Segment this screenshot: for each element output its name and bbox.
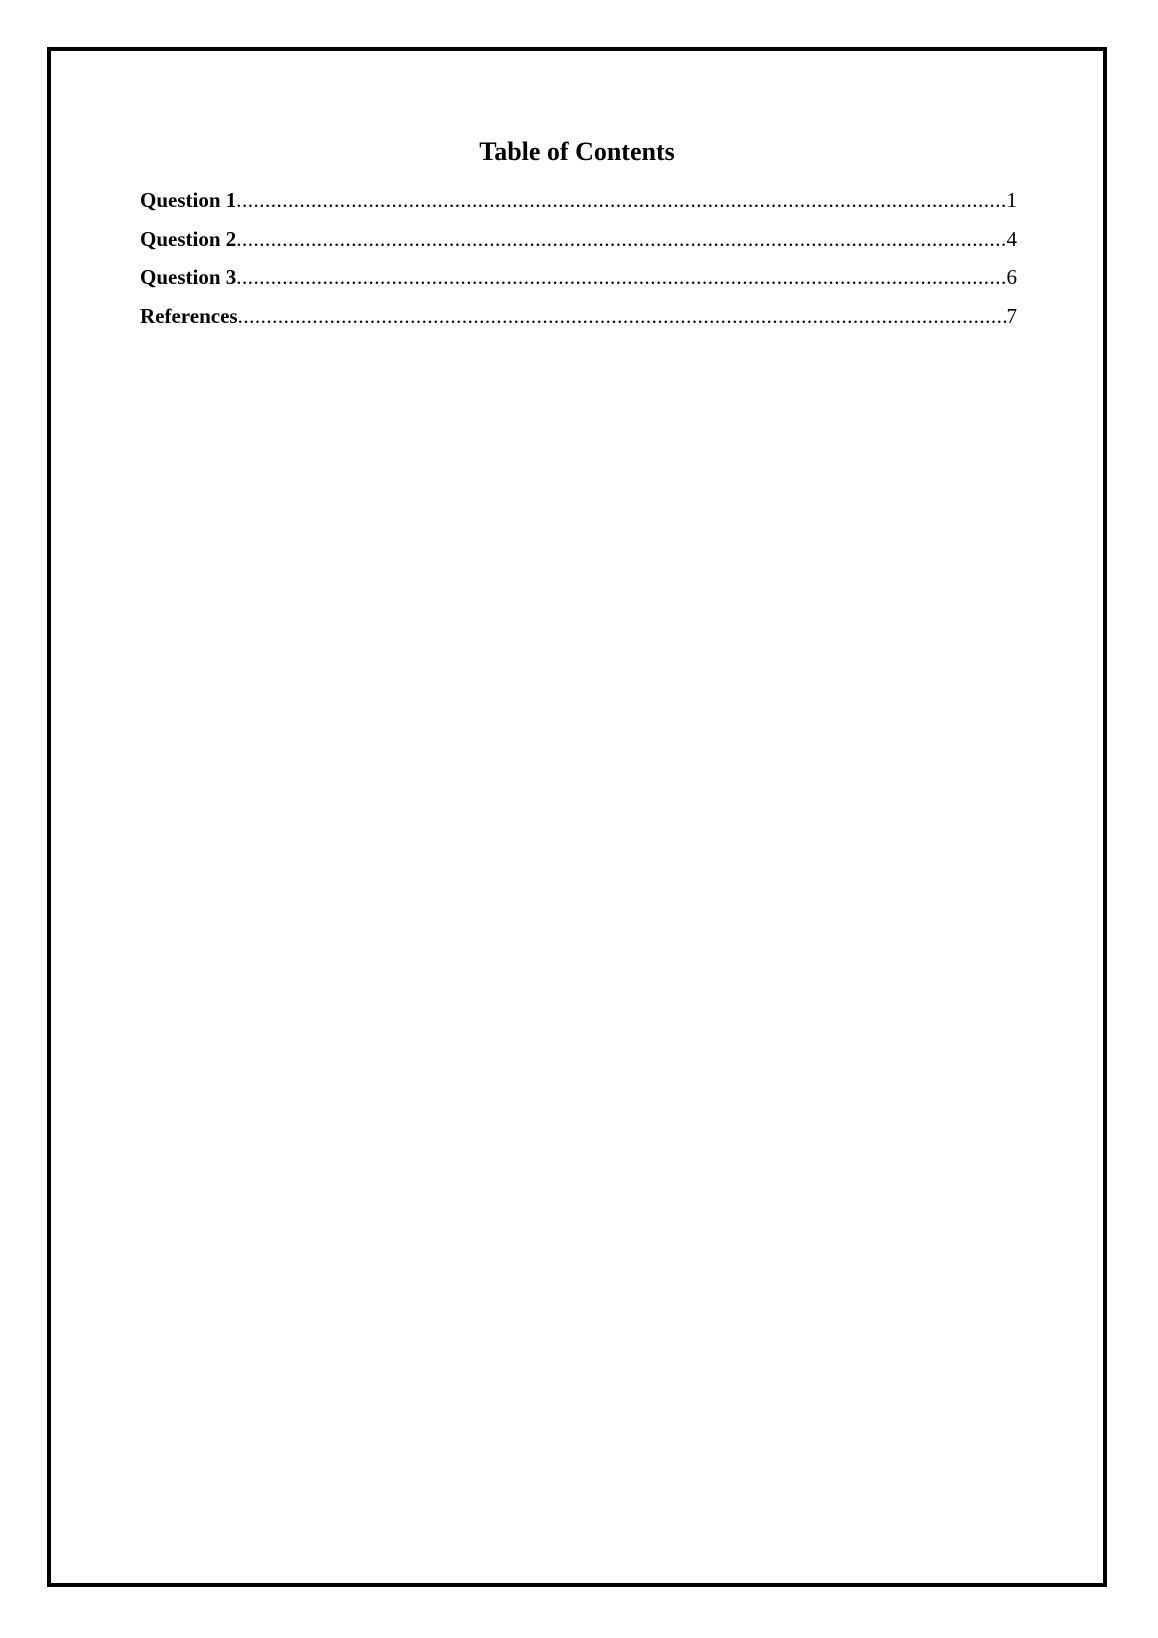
toc-entry-question-1[interactable]: [140, 186, 1017, 225]
toc-entry-label: Question 2: [140, 226, 237, 251]
toc-entry-label: Question 1: [140, 188, 237, 212]
toc-entry-question-2[interactable]: [140, 225, 1017, 264]
toc-entry-page: 7: [1006, 303, 1017, 328]
toc-dot-leader: [236, 263, 1006, 291]
toc-entry-page: 6: [1006, 265, 1017, 289]
toc-dot-leader: [236, 225, 1006, 253]
toc-entry-page: 4: [1006, 226, 1017, 251]
toc-entry-label: References: [140, 303, 238, 328]
toc-entry-label: Question 3: [140, 265, 237, 289]
toc-title: Table of Contents: [479, 137, 675, 166]
toc-dot-leader: [238, 302, 1007, 330]
toc-dot-leader: [236, 186, 1006, 214]
toc-entry-page: 1: [1006, 188, 1017, 212]
toc-entry-references[interactable]: [140, 302, 1017, 341]
toc-entry-question-3[interactable]: [140, 263, 1017, 302]
toc-list: [140, 186, 1017, 340]
